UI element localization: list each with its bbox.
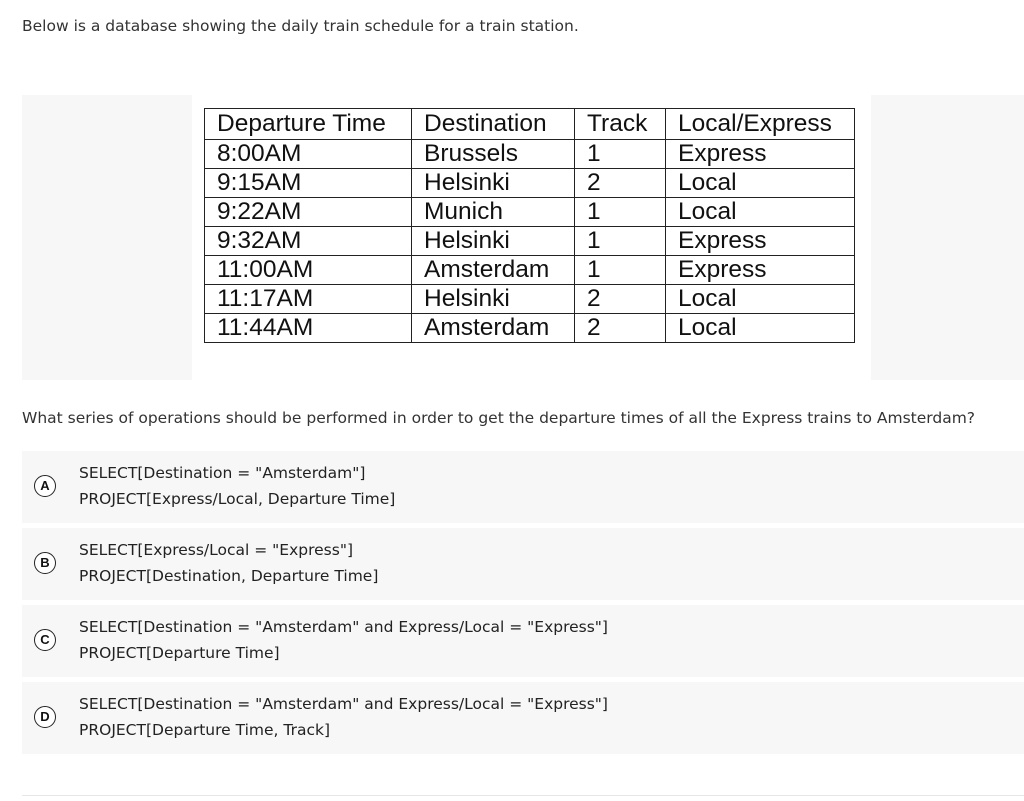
answer-option-d[interactable] [22, 682, 1024, 754]
option-text-line: SELECT[Destination = "Amsterdam" and Express/Local = "Express"] [79, 618, 608, 636]
table-row [205, 285, 855, 314]
intro-text: Below is a database showing the daily train schedule for a train station. [22, 17, 579, 35]
table-cell: 9:15AM [205, 169, 412, 198]
table-cell: 11:17AM [205, 285, 412, 314]
table-cell: Helsinki [412, 285, 575, 314]
table-cell: 2 [575, 314, 666, 343]
table-cell: 11:00AM [205, 256, 412, 285]
table-cell: Amsterdam [412, 314, 575, 343]
table-cell: Amsterdam [412, 256, 575, 285]
option-text-line: SELECT[Express/Local = "Express"] [79, 541, 353, 559]
table-header-cell: Departure Time [205, 109, 412, 140]
option-text-line: PROJECT[Destination, Departure Time] [79, 567, 379, 585]
table-cell: Local [666, 169, 855, 198]
table-header-row [205, 109, 855, 140]
table-cell: 2 [575, 169, 666, 198]
train-schedule-table [204, 108, 855, 343]
option-text-line: PROJECT[Departure Time, Track] [79, 721, 330, 739]
table-cell: Munich [412, 198, 575, 227]
table-row [205, 227, 855, 256]
table-cell: 1 [575, 140, 666, 169]
option-letter-badge[interactable]: D [34, 706, 56, 728]
table-header-cell: Local/Express [666, 109, 855, 140]
option-letter-badge[interactable]: A [34, 475, 56, 497]
table-cell: 1 [575, 256, 666, 285]
table-cell: 9:32AM [205, 227, 412, 256]
table-row [205, 198, 855, 227]
table-cell: 8:00AM [205, 140, 412, 169]
divider [22, 795, 1024, 796]
table-row [205, 140, 855, 169]
table-cell: 1 [575, 227, 666, 256]
table-row [205, 256, 855, 285]
option-text-line: SELECT[Destination = "Amsterdam" and Express/Local = "Express"] [79, 695, 608, 713]
option-letter-badge[interactable]: C [34, 629, 56, 651]
table-cell: Helsinki [412, 169, 575, 198]
table-cell: 1 [575, 198, 666, 227]
option-text-line: SELECT[Destination = "Amsterdam"] [79, 464, 366, 482]
table-cell: Local [666, 198, 855, 227]
table-cell: Express [666, 140, 855, 169]
table-cell: 2 [575, 285, 666, 314]
option-letter-badge[interactable]: B [34, 552, 56, 574]
table-row [205, 314, 855, 343]
table-cell: Express [666, 227, 855, 256]
answer-option-b[interactable] [22, 528, 1024, 600]
table-cell: Express [666, 256, 855, 285]
table-cell: Local [666, 314, 855, 343]
table-cell: 9:22AM [205, 198, 412, 227]
answer-option-c[interactable] [22, 605, 1024, 677]
option-text-line: PROJECT[Departure Time] [79, 644, 280, 662]
table-header-cell: Destination [412, 109, 575, 140]
table-row [205, 169, 855, 198]
table-header-cell: Track [575, 109, 666, 140]
table-cell: Local [666, 285, 855, 314]
table-cell: 11:44AM [205, 314, 412, 343]
answer-options [22, 451, 1024, 759]
table-cell: Helsinki [412, 227, 575, 256]
question-text: What series of operations should be performed in order to get the departure times of all the Express trains to Amsterdam? [22, 409, 976, 427]
answer-option-a[interactable] [22, 451, 1024, 523]
option-text-line: PROJECT[Express/Local, Departure Time] [79, 490, 396, 508]
table-cell: Brussels [412, 140, 575, 169]
